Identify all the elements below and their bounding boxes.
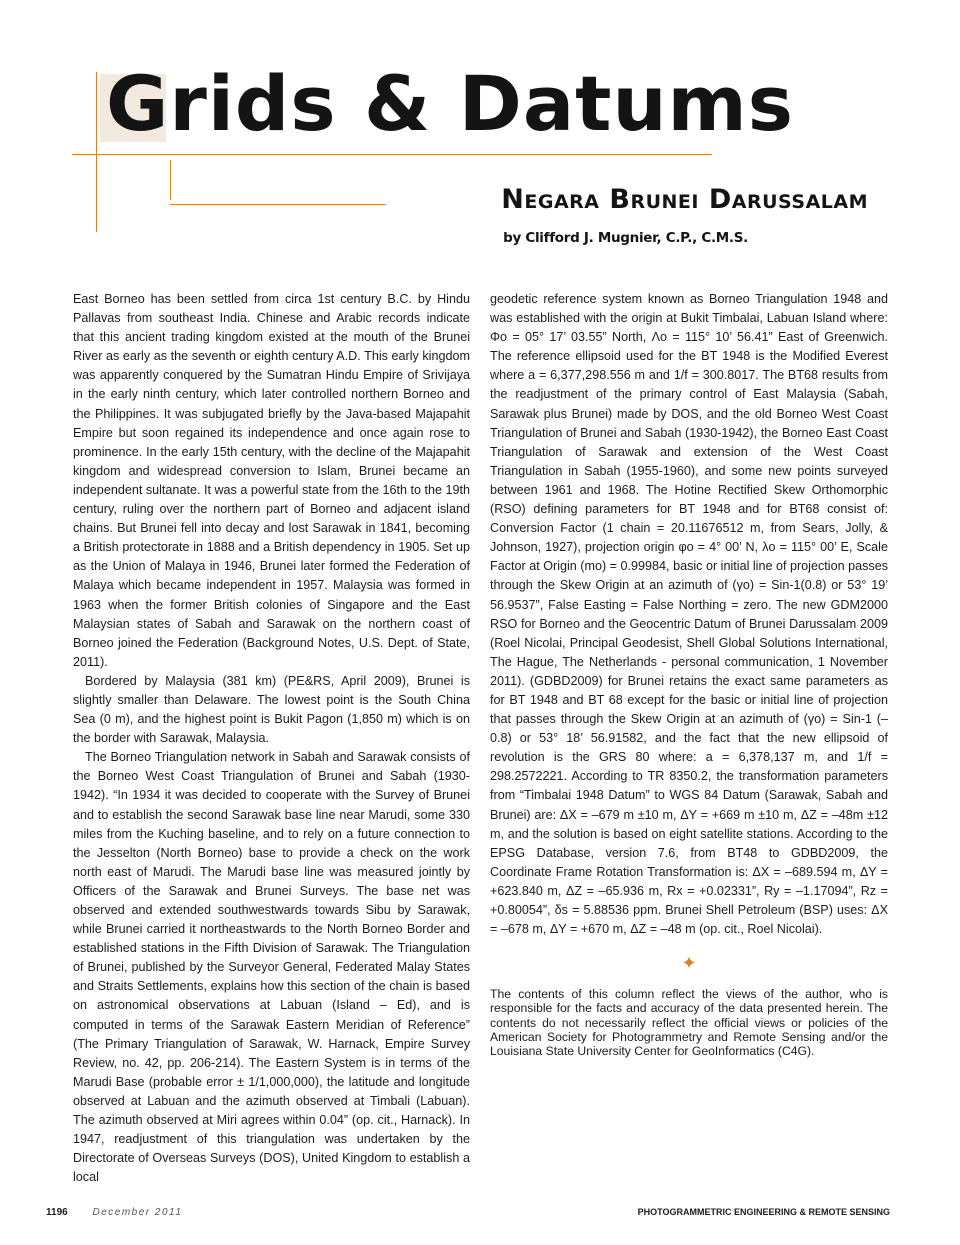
subtitle-decoration-rule — [170, 204, 386, 205]
right-column — [490, 290, 888, 1058]
subtitle-decoration-bracket — [170, 160, 237, 200]
paragraph-geography: Bordered by Malaysia (381 km) (PE&RS, April 2009), Brunei is slightly smaller than Delaware. The lowest point is the South China Sea (0 m), and the highest point is Bukit Pagon (1,850 m) which is on the border with Sarawak, Malaysia. — [73, 673, 470, 746]
page-subtitle: Negara Brunei Darussalam — [501, 184, 868, 215]
left-column — [73, 290, 470, 1187]
issue-date: December 2011 — [92, 1207, 183, 1218]
page-number: 1196 — [46, 1207, 68, 1218]
journal-name: PHOTOGRAMMETRIC ENGINEERING & REMOTE SENSING — [637, 1207, 890, 1217]
title-decoration-vertical-rule — [96, 72, 97, 232]
title-decoration-horizontal-rule — [72, 154, 712, 155]
page-title: Grids & Datums — [106, 59, 794, 148]
paragraph-history: East Borneo has been settled from circa 1st century B.C. by Hindu Pallavas from southeast India. Chinese and Arabic records indicate that this ancient trading kingdom existed at the mouth of the Brunei River as early as the seventh or eighth century A.D. This early kingdom was apparently conquered by the Sumatran Hindu Empire of Srivijaya in the early ninth century, which later controlled northern Borneo and the Philippines. It was subjugated briefly by the Java-based Majapahit Empire but soon regained its independence and once again rose to prominence. In the early 15th century, with the decline of the Majapahit kingdom and widespread conversion to Islam, Brunei became an independent sultanate. It was a powerful state from the 16th to the 19th century, ruling over the northern part of Borneo and adjacent island chains. But Brunei fell into decay and lost Sarawak in 1841, becoming a British protectorate in 1888 and a British dependency in 1905. Set up as the Union of Malaya in 1946, Brunei later formed the Federation of Malaya which became independent in 1957. Malaysia was formed in 1963 when the former British colonies of Singapore and the East Malaysian states of Sabah and Sarawak on the northern coast of Borneo joined the Federation (Background Notes, U.S. Dept. of State, 2011). — [73, 292, 470, 669]
disclaimer-text: The contents of this column reflect the views of the author, who is responsible for the facts and accuracy of the data presented herein. The contents do not necessarily reflect the official views or policies of the American Society for Photogrammetry and Remote Sensing and/or the Louisiana State University Center for GeoInformatics (C4G). — [490, 987, 888, 1058]
paragraph-triangulation: The Borneo Triangulation network in Sabah and Sarawak consists of the Borneo West Coast Triangulation of Brunei and Sabah (1930-1942). “In 1934 it was decided to cooperate with the Survey of Brunei and to establish the second Sarawak base line near Marudi, some 330 miles from the Kuching baseline, and to rely on a future connection to the Jesselton (North Borneo) base to provide a check on the work north east of Marudi. The Marudi base line was measured jointly by Officers of the Sarawak and Brunei Surveys. The base net was observed and extended southwestwards towards Sibu by Sarawak, while Brunei carried it northeastwards to the North Borneo Border and established stations in the Fifth Division of Sarawak. The Triangulation of Brunei, published by the Surveyor General, Federated Malay States and Straits Settlements, explains how this section of the chain is based on astronomical observations at Labuan (Island – Ed), and is computed in terms of the Sarawak Eastern Meridian of Reference” (The Primary Triangulation of Sarawak, W. Harnack, Empire Survey Review, no. 42, pp. 206-214). The Eastern System is in terms of the Marudi Base (probable error ± 1/1,000,000), the latitude and longitude observed at Labuan and the azimuth observed at Timbali (Labuan). The azimuth observed at Miri agrees within 0.04” (op. cit., Harnack). In 1947, readjustment of this triangulation was undertaken by the Directorate of Overseas Surveys (DOS), United Kingdom to establish a local — [73, 750, 470, 1185]
author-byline: by Clifford J. Mugnier, C.P., C.M.S. — [503, 230, 748, 246]
paragraph-datums: geodetic reference system known as Borneo Triangulation 1948 and was established with the origin at Bukit Timbalai, Labuan Island where: Φo = 05° 17’ 03.55” North, Λo = 115° 10’ 56.41” East of Greenwich. The reference ellipsoid used for the BT 1948 is the Modified Everest where a = 6,377,298.556 m and 1/f = 300.8017. The BT68 results from the readjustment of the primary control of East Malaysia (Sabah, Sarawak plus Brunei) made by DOS, and the old Borneo West Coast Triangulation of Brunei and Sabah (1930-1942), the Borneo East Coast Triangulation of Sarawak and extension of the West Coast Triangulation in Sabah (1955-1960), and some new points surveyed between 1961 and 1968. The Hotine Rectified Skew Orthomorphic (RSO) defining parameters for BT 1948 and for BT68 consist of: Conversion Factor (1 chain = 20.11676512 m, from Sears, Jolly, & Johnson, 1927), projection origin φo = 4° 00’ N, λo = 115° 00’ E, Scale Factor at Origin (mo) = 0.99984, basic or initial line of projection passes through the Skew Origin at an azimuth of (γo) = Sin-1(0.8) or 53° 19’ 56.9537”, False Easting = False Northing = zero. The new GDM2000 RSO for Borneo and the Geocentric Datum of Brunei Darussalam 2009 (Roel Nicolai, Principal Geodesist, Shell Global Solutions International, The Hague, The Netherlands - personal communication, 1 November 2011). (GDBD2009) for Brunei retains the exact same parameters as for BT 1948 and BT 68 except for the basic or initial line of projection that passes through the Skew Origin at an azimuth of (γo) = Sin-1 (– 0.8) or 53° 18’ 56.91582, and the fact that the new ellipsoid of revolution is the GRS 80 where: a = 6,378,137 m, and 1/f = 298.2572221. According to TR 8350.2, the transformation parameters from “Timbalai 1948 Datum” to WGS 84 Datum (Sarawak, Sabah and Brunei) are: ΔX = –679 m ±10 m, ΔY = +669 m ±10 m, ΔZ = –48m ±12 m, and the solution is based on eight satellite stations. According to the EPSG Database, version 7.6, from BT48 to GDBD2009, the Coordinate Frame Rotation Transformation is: ΔX = –689.594 m, ΔY = +623.840 m, ΔZ = –65.936 m, Rx = +0.02331”, Ry = –1.17094”, Rz = +0.80054”, δs = 5.88536 ppm. Brunei Shell Petroleum (BSP) uses: ΔX = –678 m, ΔY = +670 m, ΔZ = –48 m (op. cit., Roel Nicolai). — [490, 292, 888, 937]
footer-left — [46, 1207, 182, 1218]
section-ornament-icon: ✦ — [681, 953, 697, 974]
